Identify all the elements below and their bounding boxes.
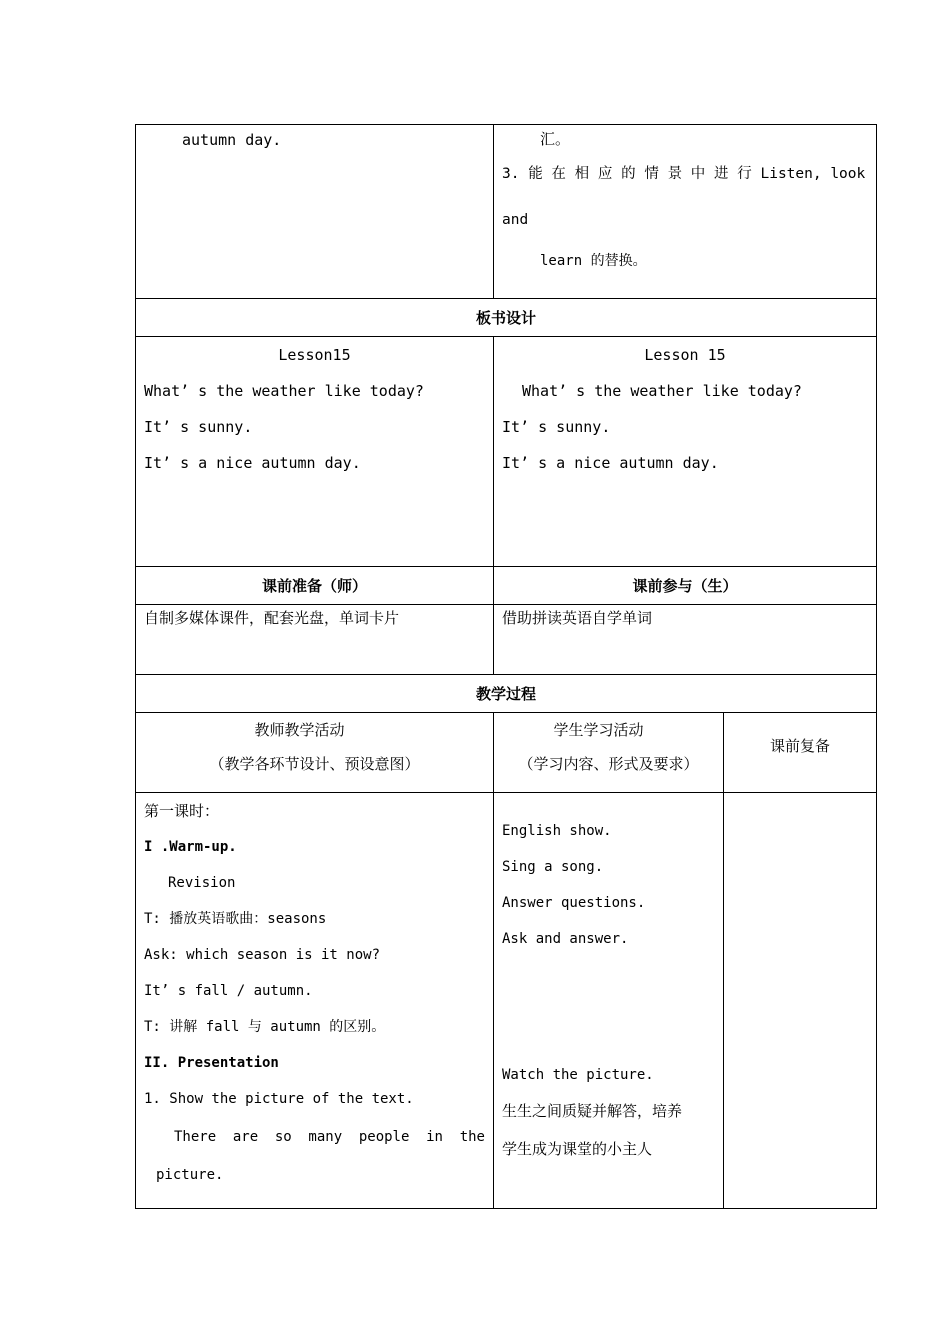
student-sing-song: Sing a song. — [502, 859, 604, 875]
student-peer-question-end: 学生成为课堂的小主人 — [502, 1140, 653, 1158]
fall-autumn-explanation: T: 讲解 fall 与 autumn 的区别。 — [144, 1019, 386, 1035]
student-prep-heading: 课前参与（生） — [494, 567, 877, 605]
lesson-period-label: 第一课时： — [144, 802, 220, 820]
objectives-left-cell — [136, 125, 494, 299]
word: people — [358, 1129, 410, 1145]
board-right-title: Lesson 15 — [644, 346, 726, 364]
objectives-left-text: autumn day. — [182, 131, 282, 149]
show-picture-step: 1. Show the picture of the text. — [144, 1091, 414, 1107]
preparation-row — [136, 605, 877, 675]
student-activity-head-cell — [494, 713, 724, 793]
objectives-right-cell — [494, 125, 877, 299]
word: in — [426, 1129, 443, 1145]
picture-description-end: picture. — [156, 1167, 224, 1183]
student-english-show: English show. — [502, 823, 612, 839]
picture-description-line — [144, 1117, 485, 1157]
teacher-activity-cell — [136, 793, 494, 1209]
season-question: Ask: which season is it now? — [144, 947, 381, 963]
board-right-line-2: It’ s sunny. — [502, 418, 611, 436]
student-answer-questions: Answer questions. — [502, 895, 646, 911]
lesson-plan-table — [135, 124, 877, 1209]
season-answer: It’ s fall / autumn. — [144, 983, 313, 999]
word: so — [274, 1129, 292, 1145]
student-ask-answer: Ask and answer. — [502, 931, 629, 947]
process-columns-row — [136, 713, 877, 793]
process-content-row — [136, 793, 877, 1209]
student-prep-text: 借助拼读英语自学单词 — [502, 609, 653, 627]
song-instruction: T: 播放英语歌曲：seasons — [144, 911, 327, 927]
teacher-activity-subtitle: （教学各环节设计、预设意图） — [209, 755, 420, 773]
board-right-cell — [494, 337, 877, 567]
teacher-prep-heading: 课前准备（师） — [136, 567, 494, 605]
teacher-activity-title: 教师教学活动 — [254, 721, 345, 739]
board-left-line-1: What’ s the weather like today? — [144, 382, 424, 400]
student-prep-cell — [494, 605, 877, 675]
board-design-heading-row — [136, 299, 877, 337]
board-left-title: Lesson15 — [278, 346, 351, 364]
preparation-heading-row — [136, 567, 877, 605]
teacher-prep-text: 自制多媒体课件，配套光盘，单词卡片 — [144, 609, 400, 627]
board-right-line-3: It’ s a nice autumn day. — [502, 454, 719, 472]
review-cell — [724, 793, 877, 1209]
word: the — [459, 1129, 485, 1145]
board-design-row — [136, 337, 877, 567]
review-head-cell — [724, 713, 877, 793]
student-watch-picture: Watch the picture. — [502, 1067, 654, 1083]
teacher-prep-cell — [136, 605, 494, 675]
student-activity-subtitle: （学习内容、形式及要求） — [518, 755, 699, 773]
revision-text: Revision — [168, 875, 236, 891]
objectives-row — [136, 125, 877, 299]
objectives-line-1: 汇。 — [540, 130, 571, 148]
review-title: 课前复备 — [770, 737, 831, 755]
board-left-cell — [136, 337, 494, 567]
warmup-heading: I .Warm-up. — [144, 839, 237, 855]
board-right-line-1: What’ s the weather like today? — [522, 382, 802, 400]
word: are — [232, 1129, 259, 1145]
presentation-heading: II. Presentation — [144, 1055, 279, 1071]
teacher-activity-head-cell — [136, 713, 494, 793]
word: many — [308, 1129, 343, 1145]
student-peer-question: 生生之间质疑并解答，培养 — [502, 1102, 683, 1120]
process-heading-row — [136, 675, 877, 713]
student-activity-title: 学生学习活动 — [553, 721, 644, 739]
board-left-line-3: It’ s a nice autumn day. — [144, 454, 361, 472]
process-heading: 教学过程 — [136, 675, 877, 713]
word: There — [174, 1129, 217, 1145]
objectives-line-3: learn 的替换。 — [540, 253, 647, 269]
board-left-line-2: It’ s sunny. — [144, 418, 253, 436]
objectives-line-2: 3. 能 在 相 应 的 情 景 中 进 行 Listen, look and — [502, 166, 866, 228]
board-design-heading: 板书设计 — [136, 299, 877, 337]
student-activity-cell — [494, 793, 724, 1209]
